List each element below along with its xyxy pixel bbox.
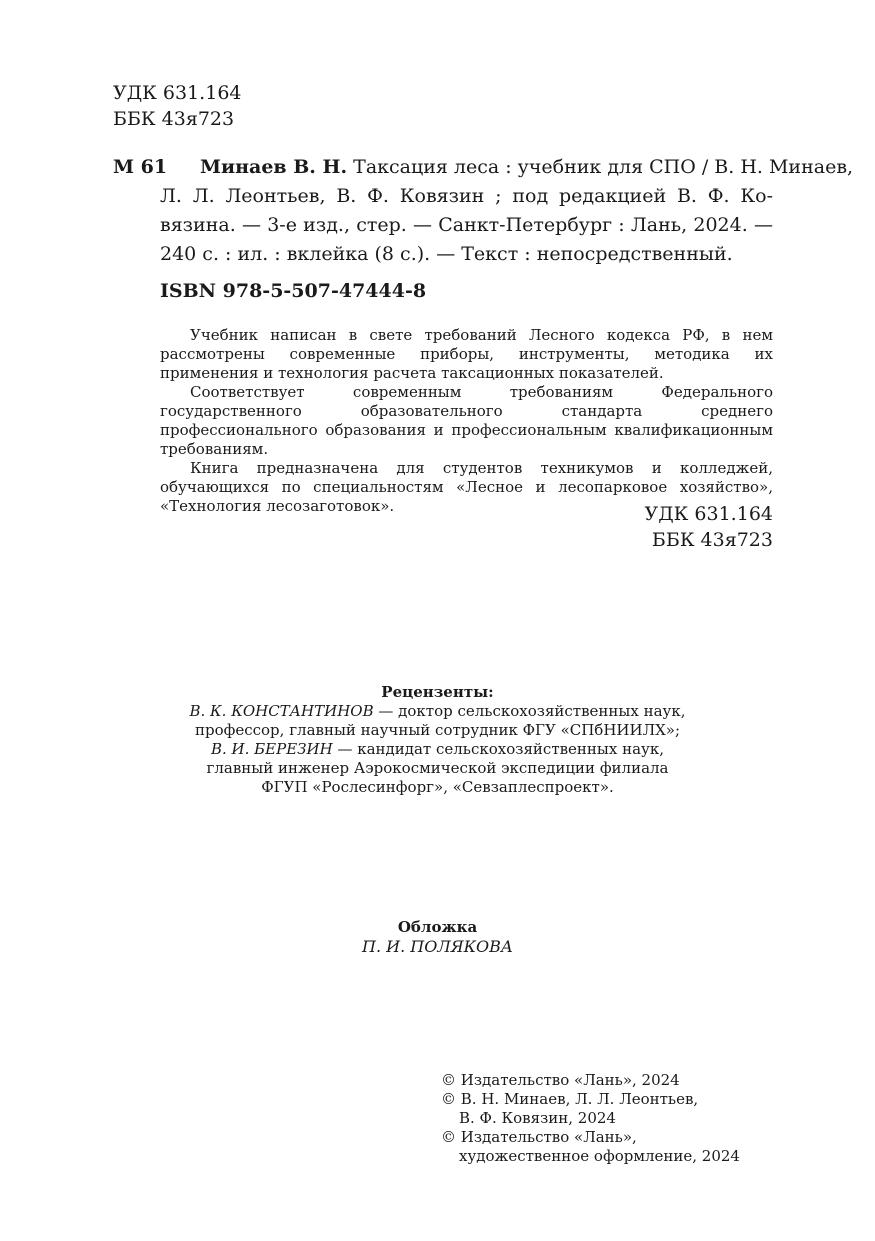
bibliographic-record: [160, 153, 854, 269]
annotation-paragraph: Соответствует современным требованиям Федерального государственного образовательного стандарта среднего профессионального образования и профессиональным квалификационным требованиям.: [160, 383, 773, 458]
reviewer-2-line-2: главный инженер Аэрокосмической экспедиции филиала: [206, 759, 669, 777]
classification-block-right: [645, 501, 774, 553]
reviewer-2-line-1: В. И. БЕРЕЗИН — кандидат сельскохозяйственных наук,: [210, 740, 665, 758]
cover-designer: П. И. ПОЛЯКОВА: [362, 937, 513, 956]
classification-block-top: [113, 80, 242, 132]
copyright-block: [441, 1071, 771, 1166]
reviewers-block: [100, 683, 775, 797]
author-mark: М 61: [113, 156, 168, 178]
annotation: [160, 326, 773, 516]
reviewer-2-line-3: ФГУП «Рослесинфорг», «Севзаплеспроект».: [261, 778, 614, 796]
reviewer-2-name: В. И. БЕРЕЗИН: [210, 740, 333, 758]
biblio-title: Таксация леса : учебник для СПО / В. Н. Минаев,: [347, 156, 854, 178]
bbk-code-right: ББК 43я723: [651, 529, 773, 551]
copyright-line: © В. Н. Минаев, Л. Л. Леонтьев,: [441, 1090, 699, 1108]
annotation-paragraph: Книга предназначена для студентов техникумов и колледжей, обучающихся по специальностям «Лесное и лесопарковое хозяйство», «Технология лесозаготовок».: [160, 459, 773, 515]
cover-heading: Обложка: [397, 918, 478, 936]
copyright-line: © Издательство «Лань»,: [441, 1128, 637, 1146]
reviewer-1-line-1: В. К. КОНСТАНТИНОВ — доктор сельскохозяйственных наук,: [189, 702, 686, 720]
biblio-line-1: [200, 153, 854, 182]
udk-code-right: УДК 631.164: [644, 503, 773, 525]
udk-code: УДК 631.164: [113, 82, 242, 104]
copyright-line: © Издательство «Лань», 2024: [441, 1071, 680, 1089]
biblio-author: Минаев В. Н.: [200, 156, 348, 178]
biblio-line-2: Л. Л. Леонтьев, В. Ф. Ковязин ; под редакцией В. Ф. Ко-: [160, 185, 773, 207]
bbk-code: ББК 43я723: [113, 108, 235, 130]
isbn: ISBN 978-5-507-47444-8: [160, 280, 427, 302]
biblio-line-3: вязина. — 3-е изд., стер. — Санкт-Петербург : Лань, 2024. —: [160, 214, 773, 236]
reviewers-heading: Рецензенты:: [381, 683, 494, 701]
biblio-line-4: 240 с. : ил. : вклейка (8 с.). — Текст : непосредственный.: [160, 243, 733, 265]
cover-credit: [100, 917, 775, 957]
reviewer-1-name: В. К. КОНСТАНТИНОВ: [189, 702, 374, 720]
reviewer-1-line-2: профессор, главный научный сотрудник ФГУ «СПбНИИЛХ»;: [194, 721, 681, 739]
copyright-line: художественное оформление, 2024: [459, 1147, 740, 1165]
copyright-line: В. Ф. Ковязин, 2024: [459, 1109, 616, 1127]
annotation-paragraph: Учебник написан в свете требований Лесного кодекса РФ, в нем рассмотрены современные приборы, инструменты, методика их применения и технология расчета таксационных показателей.: [160, 326, 773, 382]
